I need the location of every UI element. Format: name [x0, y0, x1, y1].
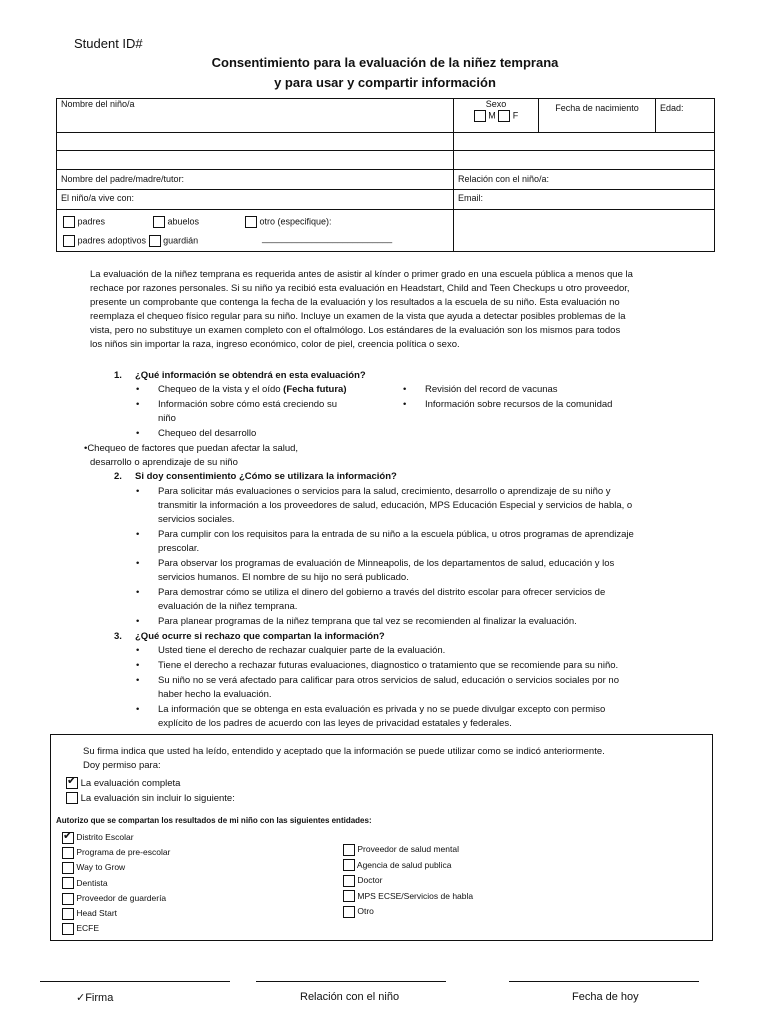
signature-label: ✓Firma	[76, 992, 114, 1004]
check-icon: ✔	[63, 829, 73, 842]
q2-number: 2.	[114, 471, 122, 482]
consent-statement: Su firma indica que usted ha leído, entendido y aceptado que la información se puede utilizar como se indicó anteriormente.	[83, 746, 605, 757]
q1-bullet: • Información sobre cómo está creciendo su	[158, 398, 337, 412]
check-icon: ✔	[67, 775, 77, 788]
q1-item-date: (Fecha futura)	[283, 384, 347, 395]
q2-bullet: • Para cumplir con los requisitos para la entrada de su niño a la escuela pública, u otros programas de aprendizaje	[158, 528, 634, 542]
authorize-label: Autorizo que se compartan los resultados de mi niño con las siguientes entidades:	[56, 816, 372, 825]
relation-signature-label: Relación con el niño	[300, 991, 400, 1003]
q2-bullet: • Para solicitar más evaluaciones o servicios para la salud, crecimiento, desarrollo o aprendizaje de su niño y	[158, 485, 611, 499]
q2-bullet-cont: evaluación de la niñez temprana.	[158, 601, 298, 612]
birth-date-label: Fecha de nacimiento	[555, 103, 639, 113]
sex-m-checkbox[interactable]	[474, 110, 486, 122]
right-entities-list	[343, 842, 473, 920]
signature-line[interactable]	[40, 981, 230, 982]
q2-question: Si doy consentimiento ¿Cómo se utilizara la información?	[135, 471, 397, 482]
parents-label: padres	[77, 216, 106, 227]
other-specify-field[interactable]: __________________________	[262, 233, 393, 243]
child-info-form	[56, 98, 715, 252]
entity-label: Doctor	[357, 875, 383, 885]
page-subtitle: y para usar y compartir información	[274, 75, 496, 90]
q2-bullet: • Para demostrar cómo se utiliza el dinero del gobierno a través del distrito escolar para ofrecer servicios de	[158, 586, 605, 600]
intro-line: los niños sin importar la raza, ingreso económico, color de piel, creencia política o sexo.	[90, 339, 460, 350]
q1-extra: •Chequeo de factores que puedan afectar la salud,	[84, 443, 299, 454]
parents-checkbox[interactable]	[63, 216, 75, 228]
date-line[interactable]	[509, 981, 699, 982]
q1-bullet	[158, 383, 347, 397]
partial-eval-label: La evaluación sin incluir lo siguiente:	[80, 793, 235, 804]
entity-label: MPS ECSE/Servicios de habla	[357, 890, 474, 901]
q1-extra: desarrollo o aprendizaje de su niño	[90, 457, 238, 468]
entity-checkbox-dentist[interactable]	[62, 877, 74, 889]
q3-bullet: • La información que se obtenga en esta evaluación es privada y no se puede divulgar excepto con permiso	[158, 703, 605, 717]
entity-checkbox-ecfe[interactable]	[62, 923, 74, 935]
entity-label: Proveedor de salud mental	[357, 844, 459, 854]
q3-bullet-cont: haber hecho la evaluación.	[158, 689, 272, 700]
guardian-checkbox[interactable]	[149, 235, 161, 247]
entity-checkbox-way-to-grow[interactable]	[62, 862, 74, 874]
q1-bullet: • Chequeo del desarrollo	[158, 427, 256, 441]
q1-item-text: Chequeo de la vista y el oído	[158, 384, 284, 395]
adoptive-parents-label: padres adoptivos	[77, 235, 147, 246]
entity-label: Proveedor de guardería	[76, 892, 167, 903]
entity-label: Way to Grow	[76, 862, 126, 873]
intro-line: reemplaza el chequeo físico regular para su niño. Incluye un examen de la vista que ayuda a detectar posibles problemas de la	[90, 311, 626, 322]
q1-bullet: • Información sobre recursos de la comunidad	[425, 398, 612, 412]
q2-bullet: • Para planear programas de la niñez temprana que tal vez se recomienden al finalizar la evaluación.	[158, 615, 577, 629]
email-label: Email:	[458, 193, 484, 203]
q1-question: ¿Qué información se obtendrá en esta evaluación?	[135, 370, 366, 381]
guardian-label: guardián	[163, 235, 199, 246]
complete-eval-checkbox[interactable]	[66, 777, 78, 789]
other-label: otro (especifique):	[259, 216, 332, 227]
sex-label: Sexo	[485, 99, 507, 109]
intro-line: presente un comprobante que contenga la fecha de la evaluación y los resultados a la escuela de su niño. Esta evaluación no	[90, 297, 620, 308]
entity-label: Dentista	[76, 877, 108, 888]
sex-f-label: F	[512, 110, 519, 121]
q3-bullet: • Tiene el derecho a rechazar futuras evaluaciones, diagnostico o tratamiento que se recomiende para su niño.	[158, 659, 618, 673]
age-label: Edad:	[660, 103, 684, 113]
entity-checkbox-public-health[interactable]	[343, 859, 355, 871]
q2-bullet-cont: transmitir la información a los proveedores de salud, educación, MPS Educación Especial y servicios de habla, o	[158, 500, 633, 511]
sex-m-label: M	[488, 110, 496, 121]
q3-question: ¿Qué ocurre si rechazo que compartan la información?	[135, 631, 385, 642]
child-extra-field[interactable]	[454, 133, 715, 151]
intro-line: rechace por razones personales. Si su niño ya recibió esta evaluación en Headstart, Child and Teen Checkups u otro proveedor,	[90, 283, 630, 294]
entity-label: ECFE	[76, 923, 100, 934]
entity-label: Agencia de salud publica	[356, 859, 452, 870]
intro-paragraph	[90, 268, 710, 352]
partial-eval-checkbox[interactable]	[66, 792, 78, 804]
entity-label: Distrito Escolar	[76, 832, 134, 842]
relation-line[interactable]	[256, 981, 446, 982]
entity-checkbox-daycare[interactable]	[62, 893, 74, 905]
email-field[interactable]	[454, 210, 715, 252]
child-name-field[interactable]	[57, 133, 454, 151]
page-title: Consentimiento para la evaluación de la niñez temprana	[211, 55, 559, 70]
grandparents-label: abuelos	[167, 216, 200, 227]
lives-with-label: El niño/a vive con:	[61, 193, 135, 203]
entity-label: Otro	[357, 906, 374, 916]
permission-label: Doy permiso para:	[83, 760, 161, 771]
complete-eval-label: La evaluación completa	[80, 778, 181, 789]
date-signature-label: Fecha de hoy	[572, 991, 639, 1003]
entity-checkbox-school-district[interactable]	[62, 829, 74, 844]
grandparents-checkbox[interactable]	[153, 216, 165, 228]
q2-bullet: • Para observar los programas de evaluación de Minneapolis, de los departamentos de salud, educación y los	[158, 557, 614, 571]
q3-number: 3.	[114, 631, 122, 642]
intro-line: La evaluación de la niñez temprana es requerida antes de asistir al kínder o primer grado en una escuela pública a menos que la	[90, 269, 633, 280]
relation-label: Relación con el niño/a:	[458, 174, 550, 184]
q1-bullet: • Revisión del record de vacunas	[425, 383, 558, 397]
q2-bullet-cont: servicios humanos. El nombre de su hijo no será publicado.	[158, 572, 409, 583]
entity-checkbox-mps-ecse[interactable]	[343, 890, 355, 902]
q3-bullet: • Usted tiene el derecho de rechazar cualquier parte de la evaluación.	[158, 644, 445, 658]
entity-checkbox-mental-health[interactable]	[343, 844, 355, 856]
entity-checkbox-head-start[interactable]	[62, 908, 74, 920]
entity-checkbox-doctor[interactable]	[343, 875, 355, 887]
parent-name-label: Nombre del padre/madre/tutor:	[61, 174, 185, 184]
child-name-label: Nombre del niño/a	[61, 99, 135, 109]
entity-checkbox-preschool[interactable]	[62, 847, 74, 859]
entity-label: Programa de pre-escolar	[76, 847, 171, 858]
other-checkbox[interactable]	[245, 216, 257, 228]
adoptive-parents-checkbox[interactable]	[63, 235, 75, 247]
intro-line: vista, pero no substituye un examen completo con el oftalmólogo. Los estándares de la evaluación son los mismos para todos	[90, 325, 621, 336]
q1-number: 1.	[114, 370, 122, 381]
q2-bullet-cont: servicios sociales.	[158, 514, 235, 525]
entity-checkbox-other[interactable]	[343, 906, 355, 918]
q3-bullet-cont: explícito de los padres de acuerdo con las leyes de privacidad estatales y federales.	[158, 718, 512, 729]
entity-label: Head Start	[76, 908, 118, 919]
child-extra-field-2[interactable]	[454, 151, 715, 170]
child-name-field-2[interactable]	[57, 151, 454, 170]
student-id-label: Student ID#	[74, 36, 143, 51]
q3-bullet: • Su niño no se verá afectado para calificar para otros servicios de salud, educación o servicios sociales por no	[158, 674, 619, 688]
consent-box	[50, 734, 713, 941]
sex-f-checkbox[interactable]	[498, 110, 510, 122]
q2-bullet-cont: prescolar.	[158, 543, 200, 554]
q1-bullet-cont: niño	[158, 413, 176, 424]
left-entities-list	[62, 830, 170, 936]
